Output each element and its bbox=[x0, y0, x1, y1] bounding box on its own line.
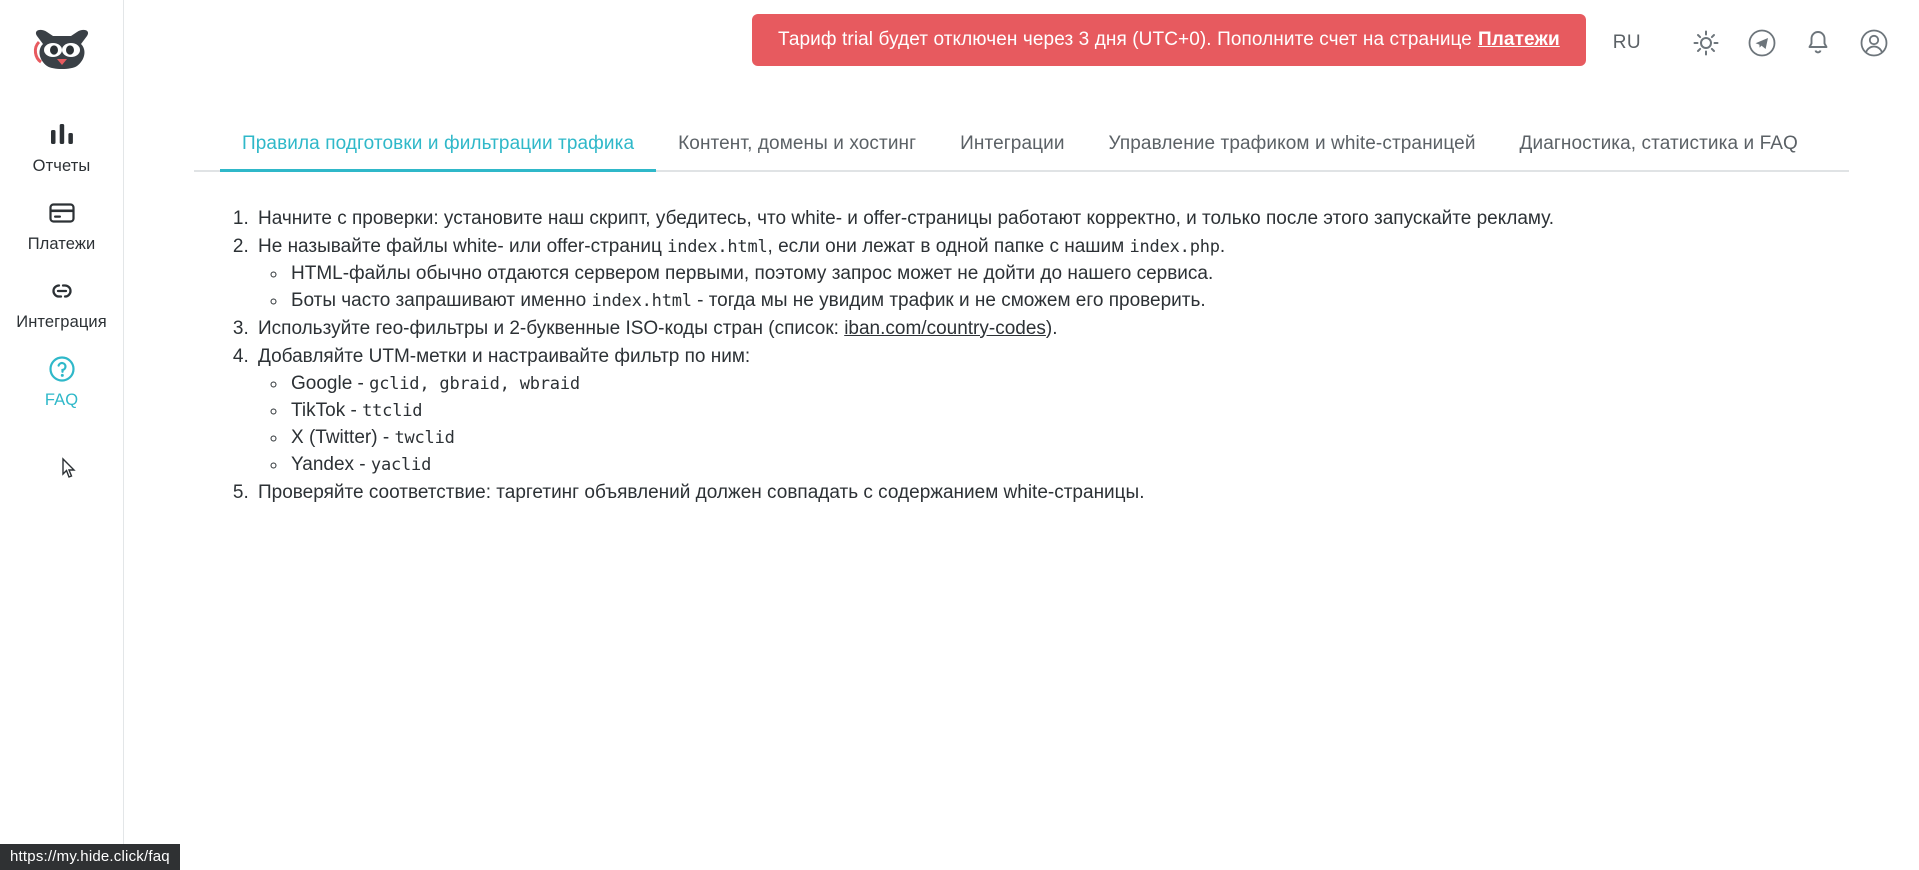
list-item bbox=[254, 234, 1849, 315]
sidebar-nav bbox=[0, 108, 123, 420]
list-item bbox=[254, 344, 1849, 479]
rule-5-text: Проверяйте соответствие: таргетинг объявлений должен совпадать с содержанием white-страницы. bbox=[258, 481, 1145, 503]
list-item bbox=[288, 261, 1849, 288]
sidebar-item-label: Платежи bbox=[27, 235, 96, 253]
country-codes-link[interactable]: iban.com/country-codes bbox=[844, 317, 1046, 339]
rule-2-sub-2-code: index.html bbox=[591, 290, 692, 311]
sidebar-item-label: Интеграция bbox=[16, 313, 107, 331]
link-icon bbox=[46, 276, 78, 306]
card-icon bbox=[46, 198, 78, 228]
sidebar-item-label: FAQ bbox=[44, 391, 79, 409]
status-bar-url: https://my.hide.click/faq bbox=[0, 844, 180, 870]
bell-icon[interactable] bbox=[1801, 26, 1835, 60]
utm-yandex-code: yaclid bbox=[370, 454, 432, 475]
telegram-icon[interactable] bbox=[1745, 26, 1779, 60]
sun-icon[interactable] bbox=[1689, 26, 1723, 60]
list-item bbox=[254, 316, 1849, 343]
rule-3-text-b: ). bbox=[1045, 317, 1058, 339]
tab-diagnostics-faq[interactable]: Диагностика, статистика и FAQ bbox=[1519, 133, 1798, 154]
list-item bbox=[254, 206, 1849, 233]
tab-content-domains-hosting[interactable]: Контент, домены и хостинг bbox=[678, 133, 917, 154]
list-item bbox=[254, 480, 1849, 507]
utm-google-label: Google bbox=[291, 372, 353, 394]
list-item: ◦ Yandex - yaclid bbox=[288, 452, 1849, 479]
sidebar-item-faq[interactable] bbox=[0, 342, 123, 420]
rule-2-text-b: , если они лежат в одной папке с нашим bbox=[767, 235, 1130, 257]
trial-alert-banner bbox=[752, 14, 1586, 66]
rule-2-code-2: index.php bbox=[1129, 236, 1220, 257]
utm-x-label: X (Twitter) bbox=[291, 426, 378, 448]
tab-integrations[interactable]: Интеграции bbox=[960, 133, 1065, 154]
list-item: ◦ TikTok - ttclid bbox=[288, 398, 1849, 425]
list-item bbox=[288, 288, 1849, 315]
rule-3-text-a: Используйте гео-фильтры и 2-буквенные ISO-коды стран (список: bbox=[258, 317, 845, 339]
rule-1-text: Начните с проверки: установите наш скрипт, убедитесь, что white- и offer-страницы работают корректно, и только после этого запускайте рекламу. bbox=[258, 208, 1555, 229]
sidebar-item-label: Отчеты bbox=[32, 157, 91, 175]
utm-tiktok-label: TikTok bbox=[291, 399, 346, 421]
utm-x-code: twclid bbox=[394, 427, 455, 448]
sidebar-item-reports[interactable] bbox=[0, 108, 123, 186]
rule-2-code-1: index.html bbox=[667, 236, 768, 257]
language-switcher[interactable]: RU bbox=[1612, 32, 1641, 53]
rule-2-sub-2-a: Боты часто запрашивают именно bbox=[291, 289, 592, 311]
content-panel bbox=[124, 86, 1919, 870]
list-item: ◦ X (Twitter) - twclid bbox=[288, 425, 1849, 452]
faq-ordered-list bbox=[224, 206, 1849, 507]
mouse-cursor bbox=[58, 457, 80, 483]
faq-body bbox=[194, 172, 1849, 507]
rule-2-sublist bbox=[258, 261, 1849, 315]
sidebar bbox=[0, 0, 124, 870]
sidebar-item-integration[interactable] bbox=[0, 264, 123, 342]
alert-text: Тариф trial будет отключен через 3 дня (UTC+0). Пополните счет на странице bbox=[778, 29, 1472, 50]
tab-rules[interactable]: Правила подготовки и фильтрации трафика bbox=[220, 120, 656, 172]
utm-tiktok-code: ttclid bbox=[362, 400, 423, 421]
user-avatar-icon[interactable] bbox=[1857, 26, 1891, 60]
list-item: ◦ Google - gclid, gbraid, wbraid bbox=[288, 371, 1849, 398]
alert-payments-link[interactable]: Платежи bbox=[1477, 29, 1560, 50]
question-circle-icon bbox=[46, 354, 78, 384]
sidebar-item-payments[interactable] bbox=[0, 186, 123, 264]
rule-4-text: Добавляйте UTM-метки и настраивайте фильтр по ним: bbox=[258, 345, 751, 367]
rule-4-sublist bbox=[258, 371, 1849, 479]
topbar bbox=[124, 0, 1919, 86]
main-area bbox=[124, 0, 1919, 870]
tab-bar bbox=[194, 120, 1849, 172]
tab-traffic-management[interactable]: Управление трафиком и white-страницей bbox=[1108, 133, 1476, 154]
rule-2-text-c: . bbox=[1219, 235, 1226, 257]
bar-chart-icon bbox=[46, 120, 78, 150]
rule-2-sub-1: HTML-файлы обычно отдаются сервером первыми, поэтому запрос может не дойти до нашего сервиса. bbox=[291, 262, 1214, 284]
rule-2-sub-2-b: - тогда мы не увидим трафик и не сможем его проверить. bbox=[691, 289, 1206, 311]
raccoon-logo[interactable] bbox=[0, 8, 124, 92]
rule-2-text-a: Не называйте файлы white- или offer-страниц bbox=[258, 235, 668, 257]
utm-yandex-label: Yandex bbox=[291, 453, 355, 475]
utm-google-codes: gclid, gbraid, wbraid bbox=[369, 373, 580, 394]
